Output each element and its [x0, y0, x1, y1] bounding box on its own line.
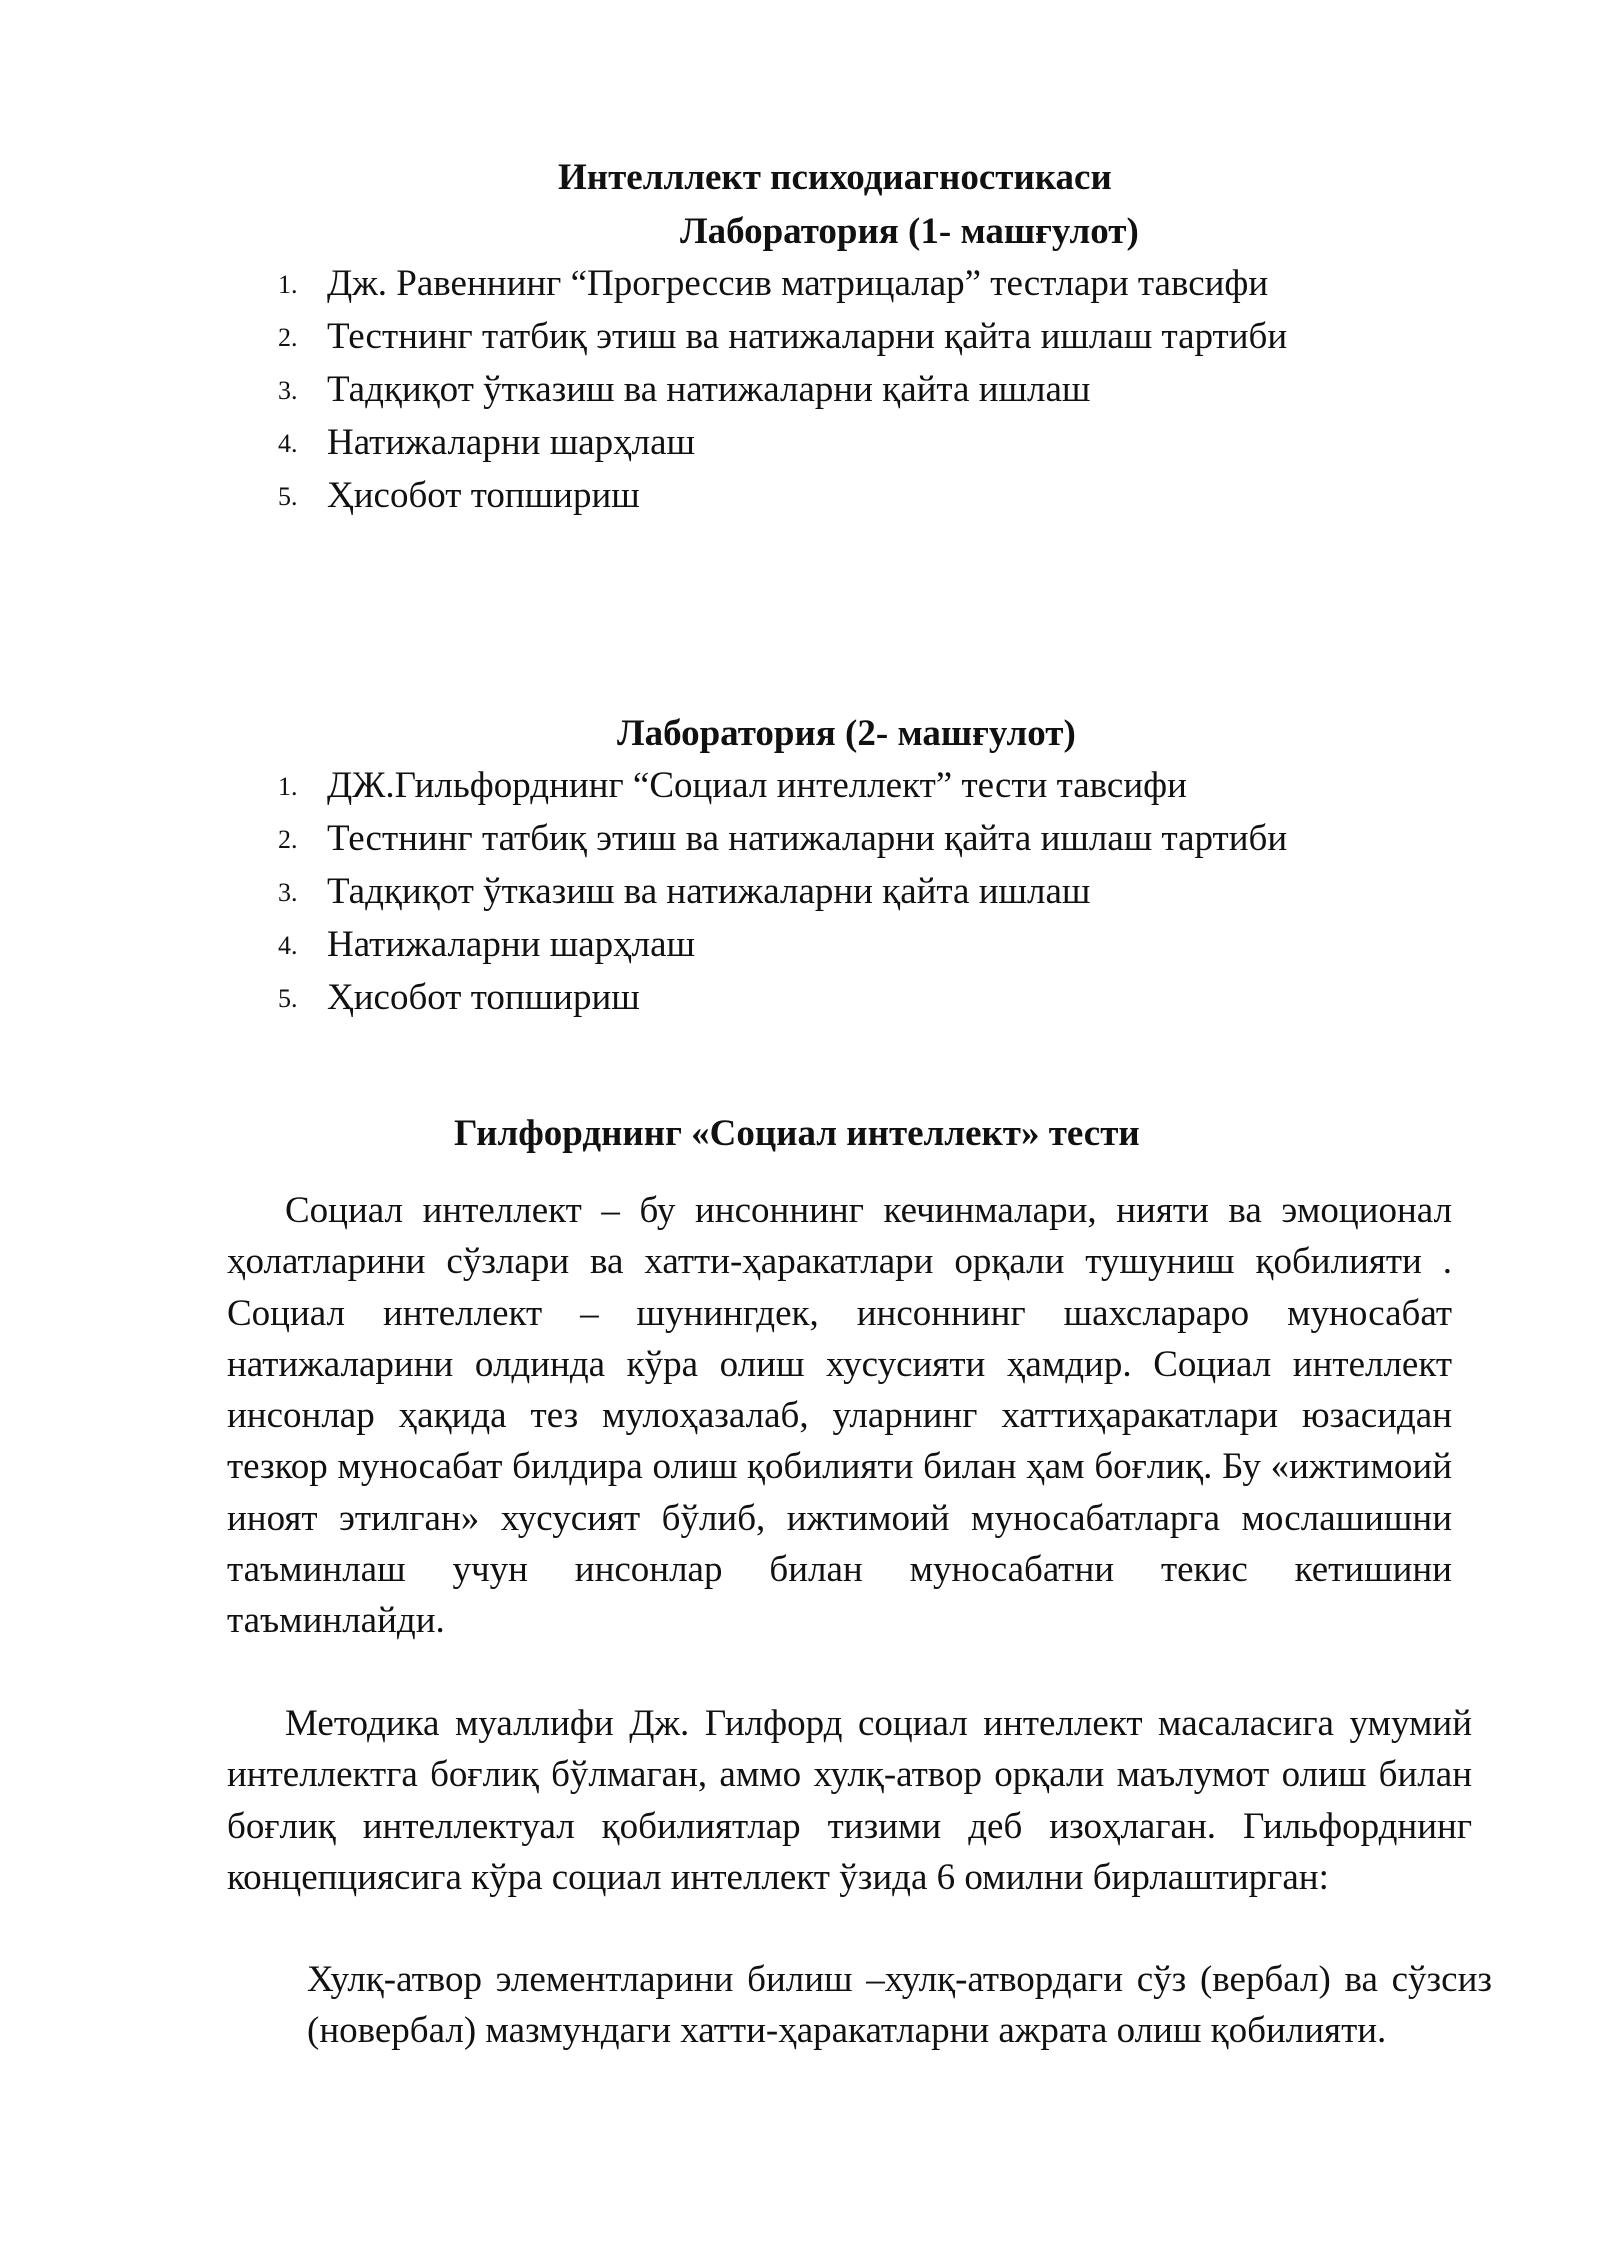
- list-item-number: 3.: [278, 376, 298, 405]
- body-paragraph: Методика муаллифи Дж. Гилфорд социал интеллект масаласига умумий интеллектга боғлиқ бўлмаган, аммо хулқ-атвор орқали маълумот олиш билан боғлиқ интеллектуал қобилиятлар тизими деб изоҳлаган. Гильфорднинг концепциясига кўра социал интеллект ўзида 6 омилни бирлаштирган:: [227, 1703, 1472, 1898]
- list-item-number: 3.: [278, 878, 298, 907]
- test-heading: Гилфорднинг «Социал интеллект» тести: [454, 1113, 1140, 1154]
- list-item-number: 5.: [278, 984, 298, 1013]
- list-item-number: 1.: [278, 270, 298, 299]
- lab1-heading: Лаборатория (1- машғулот): [680, 211, 1139, 252]
- factor-paragraph: Хулқ-атвор элементларини билиш –хулқ-атвордаги сўз (вербал) ва сўзсиз (новербал) мазмундаги хатти-ҳаракатларни ажрата олиш қобилияти.: [307, 1959, 1492, 2052]
- list-item-text: Дж. Равеннинг “Прогрессив матрицалар” тестлари тавсифи: [327, 263, 1269, 304]
- list-item-text: Тестнинг татбиқ этиш ва натижаларни қайта ишлаш тартиби: [327, 316, 1288, 357]
- list-item-text: Тадқиқот ўтказиш ва натижаларни қайта ишлаш: [327, 871, 1091, 912]
- lab2-heading: Лаборатория (2- машғулот): [617, 713, 1076, 754]
- body-paragraph: Социал интеллект – бу инсоннинг кечинмалари, нияти ва эмоционал ҳолатларини сўзлари ва хатти-ҳаракатлари орқали тушуниш қобилияти . Социал интеллект – шунингдек, инсоннинг шахслараро муносабат натижаларини олдинда кўра олиш хусусияти ҳамдир. Социал интеллект инсонлар ҳақида тез мулоҳазалаб, уларнинг хаттиҳаракатлари юзасидан тезкор муносабат билдира олиш қобилияти билан ҳам боғлиқ. Бу «ижтимоий иноят этилган» хусусият бўлиб, ижтимоий муносабатларга мослашишни таъминлаш учун инсонлар билан муносабатни текис кетишини таъминлайди.: [227, 1190, 1452, 1642]
- list-item-text: Натижаларни шарҳлаш: [327, 924, 695, 965]
- list-item-number: 2.: [278, 825, 298, 854]
- document-title: Интелллект психодиагностикаси: [558, 157, 1112, 198]
- list-item-text: ДЖ.Гильфорднинг “Социал интеллект” тести тавсифи: [327, 765, 1187, 806]
- list-item-number: 5.: [278, 482, 298, 511]
- list-item-text: Натижаларни шарҳлаш: [327, 422, 695, 463]
- list-item-text: Тадқиқот ўтказиш ва натижаларни қайта ишлаш: [327, 369, 1091, 410]
- list-item-number: 1.: [278, 772, 298, 801]
- list-item-number: 2.: [278, 323, 298, 352]
- list-item-number: 4.: [278, 429, 298, 458]
- list-item-text: Тестнинг татбиқ этиш ва натижаларни қайта ишлаш тартиби: [327, 818, 1288, 859]
- list-item-text: Ҳисобот топшириш: [327, 475, 640, 516]
- list-item-text: Ҳисобот топшириш: [327, 977, 640, 1018]
- list-item-number: 4.: [278, 931, 298, 960]
